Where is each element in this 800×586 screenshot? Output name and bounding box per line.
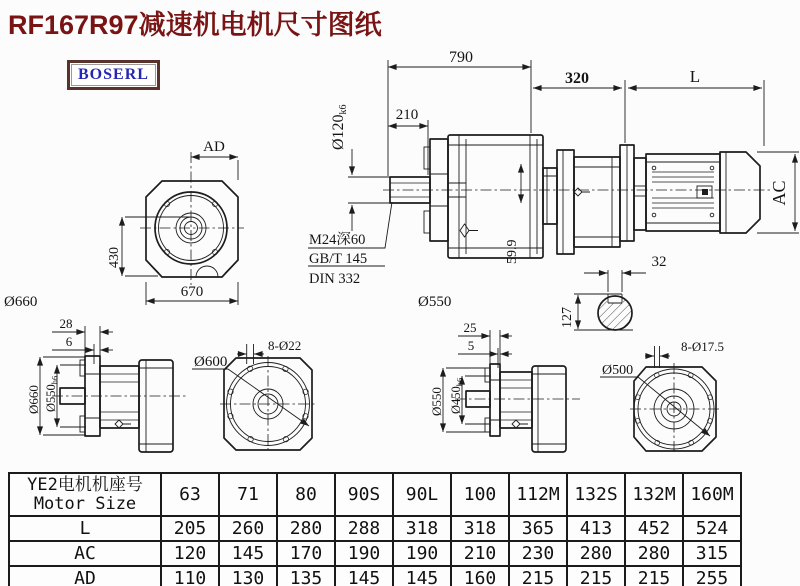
table-cell: 280 (277, 516, 335, 541)
table-cell: 210 (451, 541, 509, 566)
dim-bolt-circle-label: Ø600 (194, 354, 228, 370)
dim-59-9-label: 59.9 (505, 239, 520, 264)
header-line2: Motor Size (33, 493, 137, 514)
dim-670-label: 670 (180, 284, 204, 300)
table-cell: 260 (219, 516, 277, 541)
table-cell: 145 (393, 566, 451, 586)
standard-note-din: DIN 332 (309, 271, 361, 287)
table-row (9, 541, 741, 566)
column-header: 132M (625, 473, 683, 516)
column-header: 63 (161, 473, 219, 516)
housing-dia-label: Ø550 (418, 294, 452, 310)
table-cell: 365 (509, 516, 567, 541)
table-cell: 110 (161, 566, 219, 586)
main-side-view (308, 49, 799, 287)
table-cell: 120 (161, 541, 219, 566)
dim-bolt-circle-label: Ø500 (602, 363, 634, 378)
dim-spigot-dia-label: $Ø550_{h6}$ (44, 375, 60, 412)
dim-L-label: L (689, 67, 701, 86)
column-header: 80 (277, 473, 335, 516)
output-flange-side-view (4, 294, 186, 452)
table-cell: 280 (567, 541, 625, 566)
table-cell: 215 (625, 566, 683, 586)
table-cell: 413 (567, 516, 625, 541)
dim-AD-label: AD (203, 139, 225, 155)
dim-holes-label: 8-Ø22 (268, 338, 302, 353)
front-view (107, 139, 244, 305)
dim-5-label: 5 (467, 338, 475, 353)
dim-210-label: 210 (395, 107, 419, 123)
motor-size-table (8, 472, 742, 586)
dim-320-label: 320 (565, 70, 589, 87)
table-cell: 170 (277, 541, 335, 566)
small-flange-side-view (418, 294, 580, 452)
dim-holes-label: 8-Ø17.5 (681, 339, 724, 354)
column-header: 160M (683, 473, 741, 516)
table-cell: 230 (509, 541, 567, 566)
dim-spigot-dia-label: $Ø450_{h6}$ (449, 377, 465, 414)
table-cell: 280 (625, 541, 683, 566)
table-cell: 145 (219, 541, 277, 566)
table-row (9, 516, 741, 541)
dim-28-label: 28 (59, 316, 73, 331)
table-cell: 130 (219, 566, 277, 586)
dim-AC-label: AC (769, 180, 789, 206)
header-line1: YE2电机机座号 (27, 474, 143, 495)
thread-note: M24深60 (309, 232, 366, 248)
row-label: AC (9, 541, 161, 566)
table-cell: 315 (683, 541, 741, 566)
standard-note-gbt: GB/T 145 (309, 251, 368, 267)
housing-dia-label: Ø660 (4, 294, 38, 310)
flange-face-view (192, 338, 316, 452)
table-cell: 318 (451, 516, 509, 541)
table-cell: 215 (567, 566, 625, 586)
shaft-cross-section (560, 254, 667, 330)
table-cell: 160 (451, 566, 509, 586)
column-header: 100 (451, 473, 509, 516)
table-row (9, 566, 741, 586)
table-cell: 190 (335, 541, 393, 566)
table-cell: 524 (683, 516, 741, 541)
table-corner-header (9, 473, 161, 516)
table-cell: 215 (509, 566, 567, 586)
page-title: RF167R97减速机电机尺寸图纸 (8, 10, 382, 40)
column-header: 112M (509, 473, 567, 516)
row-label: AD (9, 566, 161, 586)
dim-6-label: 6 (65, 334, 73, 349)
table-cell: 135 (277, 566, 335, 586)
table-cell: 255 (683, 566, 741, 586)
dim-32-label: 32 (651, 254, 667, 270)
table-cell: 190 (393, 541, 451, 566)
column-header: 90L (393, 473, 451, 516)
table-header-row (9, 473, 741, 516)
column-header: 90S (335, 473, 393, 516)
dim-25-label: 25 (463, 320, 477, 335)
dim-430-label: 430 (107, 247, 122, 268)
dim-790-label: 790 (449, 49, 473, 66)
small-flange-face-view (600, 339, 724, 455)
column-header: 71 (219, 473, 277, 516)
table-cell: 288 (335, 516, 393, 541)
table-cell: 205 (161, 516, 219, 541)
table-cell: 318 (393, 516, 451, 541)
dim-flange-dia-label: Ø660 (26, 385, 41, 414)
dim-shaft-dia-label: Ø120k6 (330, 104, 349, 150)
column-header: 132S (567, 473, 625, 516)
dim-flange-dia-label: Ø550 (429, 387, 444, 416)
table-cell: 452 (625, 516, 683, 541)
dim-127-label: 127 (560, 307, 575, 328)
brand-logo-text: BOSERL (71, 64, 156, 86)
table-cell: 145 (335, 566, 393, 586)
row-label: L (9, 516, 161, 541)
